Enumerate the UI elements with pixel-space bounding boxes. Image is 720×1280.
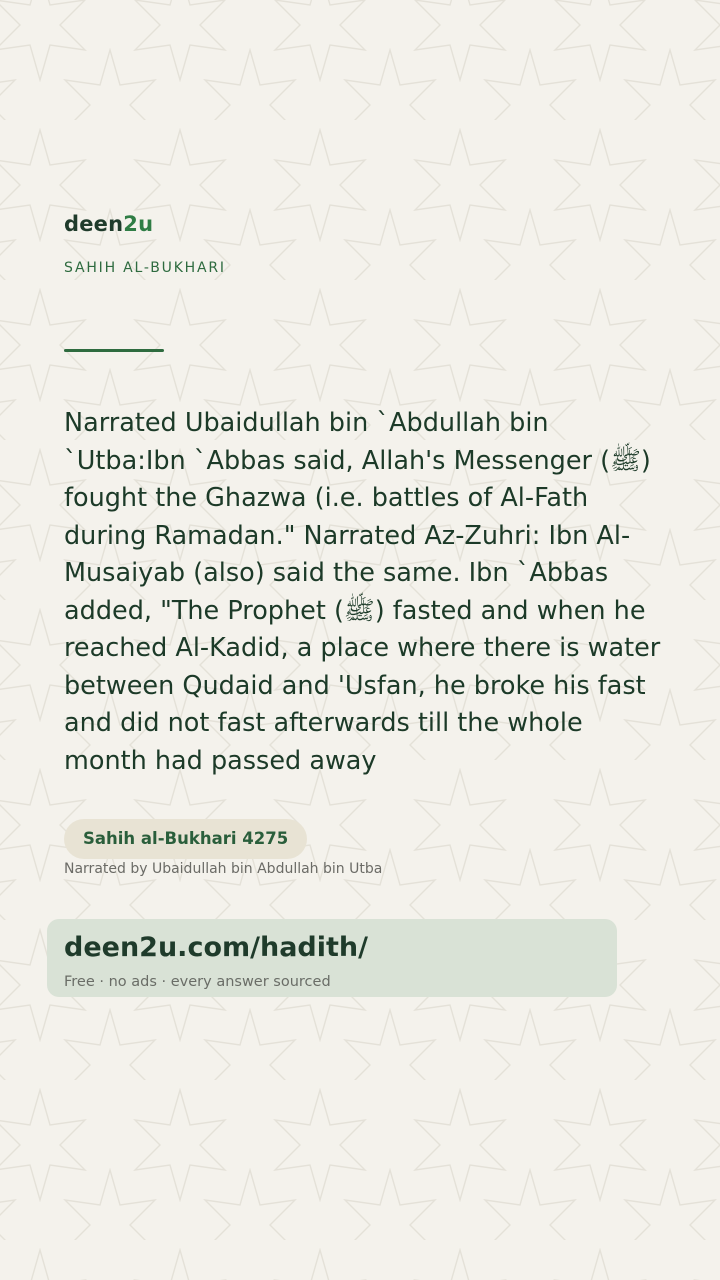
brand-prefix: deen [64,212,124,236]
footer-tagline: Free · no ads · every answer sourced [64,974,331,990]
collection-label: SAHIH AL-BUKHARI [64,260,226,276]
brand-suffix: 2u [123,212,154,236]
footer-url-link[interactable]: deen2u.com/hadith/ [64,932,369,963]
hadith-text: Narrated Ubaidullah bin `Abdullah bin `Utba:Ibn `Abbas said, Allah's Messenger (ﷺ) fought the Ghazwa (i.e. battles of Al-Fath during Ramadan." Narrated Az-Zuhri: Ibn Al-Musaiyab (also) said the same. Ibn `Abbas added, "The Prophet (ﷺ) fasted and when he reached Al-Kadid, a place where there is water between Qudaid and 'Usfan, he broke his fast and did not fast afterwards till the whole month had passed away [64,408,661,776]
reference-badge: Sahih al-Bukhari 4275 [64,819,307,859]
brand-logo [64,212,153,236]
divider [64,349,164,352]
footer-card[interactable] [47,919,617,997]
narrator-line: Narrated by Ubaidullah bin Abdullah bin Utba [64,861,383,877]
